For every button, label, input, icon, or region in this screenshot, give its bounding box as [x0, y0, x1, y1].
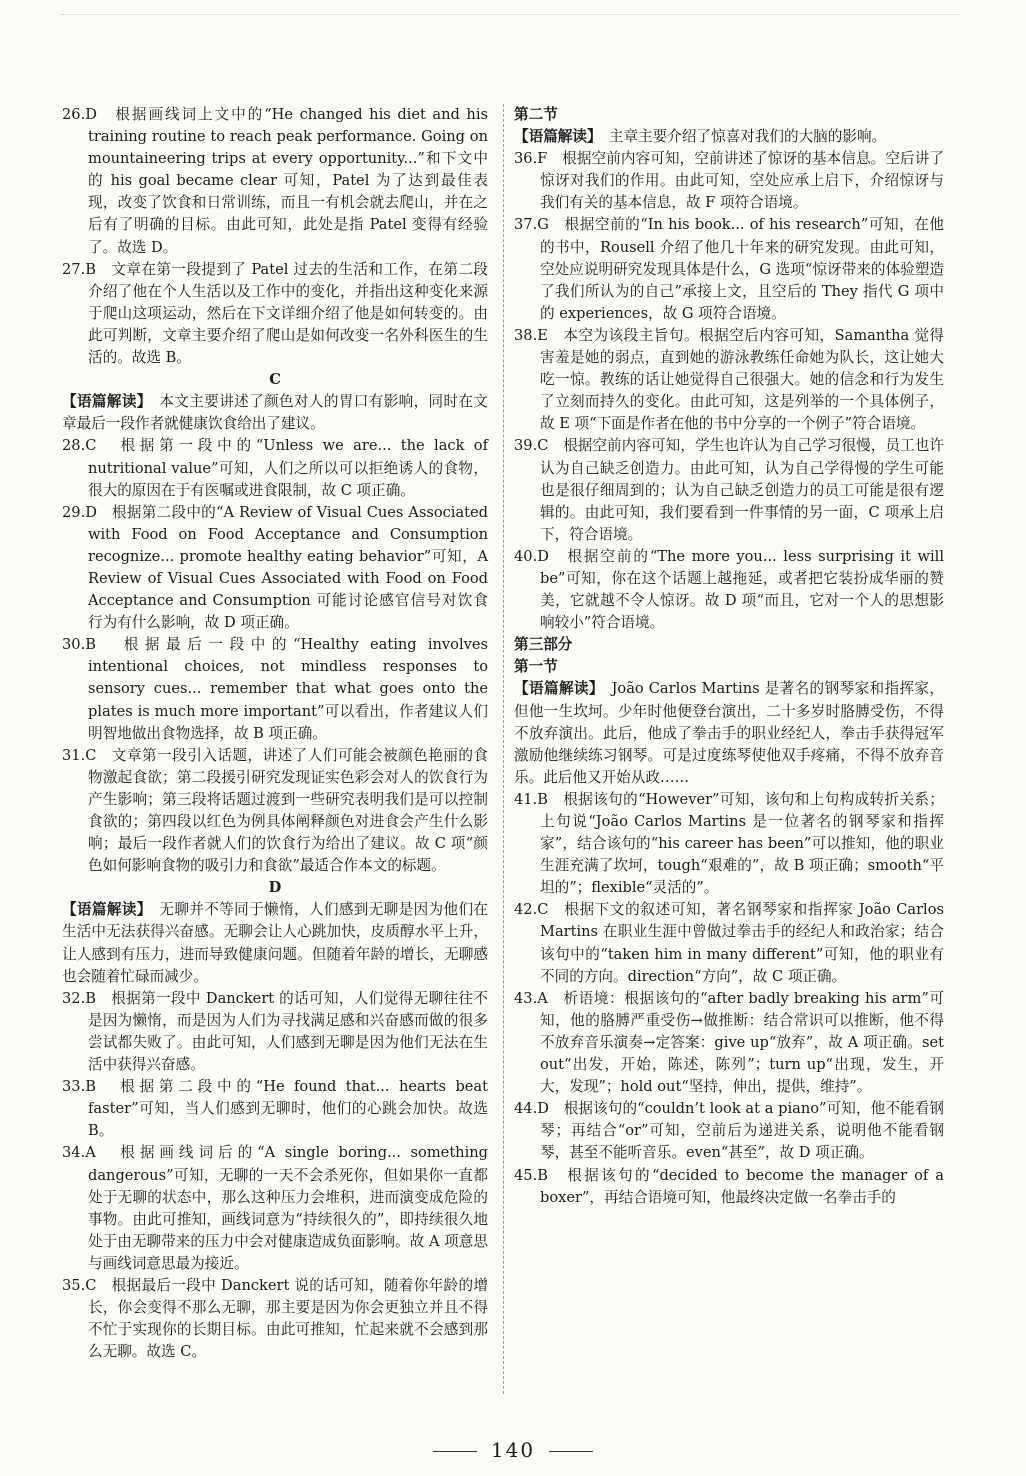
- answer-item: 44.D 根据该句的“couldn’t look at a piano”可知，他不能看钢琴；再结合“or”可知，空前后为递进关系，说明他不能看钢琴，甚至不能听音乐。even“甚至”，故 D 项正确。: [514, 1100, 944, 1162]
- answer-item: 38.E 本空为该段主旨句。根据空后内容可知，Samantha 觉得害羞是她的弱点，直到她的游泳教练任命她为队长，这让她大吃一惊。教练的话让她觉得自己很强大。她的信念和行为发生了立刻而持久的变化。由此可知，这是列举的一个具体例子，故 E 项“下面是作者在他的书中分享的一个例子”符合语境。: [514, 326, 944, 433]
- answer-item: 40.D 根据空前的“The more you... less surprising it will be”可知，你在这个话题上越拖延，或者把它装扮成华丽的赞美，它就越不令人惊讶。故 D 项“而且，它对一个人的思想影响较小”符合语境。: [514, 547, 944, 632]
- passage-summary: [514, 678, 944, 788]
- passage-summary-tag: 【语篇解读】: [514, 680, 597, 698]
- passage-heading: D: [268, 879, 282, 897]
- answer-item: 37.G 根据空前的“In his book... of his research”可知，在他的书中，Rousell 介绍了他几十年来的研究发现。由此可知，空处应说明研究发现具体是什么，G 选项“惊讶带来的体验塑造了我们所认为的自己”承接上文，且空后的 They 指代 G 项中的 experiences，故 G 项符合语境。: [514, 216, 944, 322]
- answer-item: 41.B 根据该句的“However”可知，该句和上句构成转折关系；上句说“João Carlos Martins 是一位著名的钢琴家和指挥家”，结合该句的“his career has been”可以推知，他的职业生涯充满了坎坷，tough“艰难的”，故 B 项正确；smooth“平坦的”；flexible“灵活的”。: [514, 790, 944, 897]
- passage-summary-text: João Carlos Martins 是著名的钢琴家和指挥家，但他一生坎坷。少年时他便登台演出，二十多岁时胳膊受伤，不得不放弃演出。此后，他成了拳击手的职业经纪人，拳击手获得冠军激励他继续练习钢琴。可是过度练琴使他双手疼痛，不得不放弃音乐。此后他又开始从政……: [514, 680, 944, 786]
- passage-summary-tag: 【语篇解读】: [62, 901, 145, 919]
- answer-item: 42.C 根据下文的叙述可知，著名钢琴家和指挥家 João Carlos Martins 在职业生涯中曾做过拳击手的经纪人和政治家；结合该句中的“taken him in many different”可知，他的职业有不同的方向。direction“方向”，故 C 项正确。: [514, 901, 944, 985]
- answer-item: 33.B 根据第二段中的“He found that... hearts beat faster”可知，当人们感到无聊时，他们的心跳会加快。故选 B。: [62, 1078, 488, 1140]
- answer-item: 35.C 根据最后一段中 Danckert 说的话可知，随着你年龄的增长，你会变得不那么无聊，那主要是因为你会更独立并且不得不忙于实现你的长期目标。由此可推知，忙起来就不会感到那么无聊。故选 C。: [62, 1276, 488, 1361]
- passage-summary: [62, 899, 488, 987]
- passage-summary: [514, 126, 944, 148]
- answer-item: 28.C 根据第一段中的“Unless we are... the lack of nutritional value”可知，人们之所以可以拒绝诱人的食物，很大的原因在于有医嘱或进食限制，故 C 项正确。: [62, 437, 488, 499]
- section-heading: 第三部分: [514, 636, 573, 654]
- page-number-left-dash: [433, 1451, 477, 1452]
- answer-item: 29.D 根据第二段中的“A Review of Visual Cues Associated with Food on Food Acceptance and Consumption recognize... promote healthy eating behavior”可知，A Review of Visual Cues Associated with Food on Food Acceptance and Consumption 可能讨论感官信号对饮食行为有什么影响，故 D 项正确。: [62, 503, 488, 632]
- passage-heading: C: [269, 371, 281, 389]
- answer-item: 30.B 根据最后一段中的“Healthy eating involves intentional choices, not mindless responses to sensory cues... remember that what goes onto the plates is much more important”可以看出，作者建议人们明智地做出食物选择，故 B 项正确。: [62, 636, 488, 742]
- page-number: [0, 1438, 1026, 1462]
- top-rule: [60, 14, 960, 17]
- answer-item: 32.B 根据第一段中 Danckert 的话可知，人们觉得无聊往往不是因为懒惰，而是因为人们为寻找满足感和兴奋感而做的很多尝试都失败了。由此可知，人们感到无聊是因为他们无法在生活中获得兴奋感。: [62, 989, 488, 1074]
- left-column: [62, 104, 488, 1363]
- passage-summary-tag: 【语篇解读】: [62, 393, 145, 411]
- answer-item: 36.F 根据空前内容可知，空前讲述了惊讶的基本信息。空后讲了惊讶对我们的作用。由此可知，空处应承上启下，介绍惊讶与我们有关的基本信息，故 F 项符合语境。: [514, 150, 944, 212]
- right-column: [514, 104, 944, 1209]
- answer-item: 31.C 文章第一段引入话题，讲述了人们可能会被颜色艳丽的食物激起食欲；第二段援引研究发现证实色彩会对人的饮食行为产生影响；第三段将话题过渡到一些研究表明我们是可以控制食欲的；第四段以红色为例具体阐释颜色对进食会产生什么影响；最后一段作者就人们的饮食行为给出了建议。故 C 项“颜色如何影响食物的吸引力和食欲”最适合作本文的标题。: [62, 746, 488, 875]
- passage-summary-text: 主章主要介绍了惊喜对我们的大脑的影响。: [594, 128, 887, 146]
- answer-item: 43.A 析语境：根据该句的“after badly breaking his arm”可知，他的胳膊严重受伤→做推断：结合常识可以推断，他不得不放弃音乐演奏→定答案：give up“放弃”，故 A 项正确。set out“出发，开始，陈述，陈列”；turn up“出现，发生，开大，发现”；hold out“坚持，伸出，提供，维持”。: [514, 989, 944, 1096]
- answer-item: 26.D 根据画线词上文中的“He changed his diet and his training routine to reach peak performance. Going on mountaineering trips at every opportunity...”和下文中的 his goal became clear 可知，Patel 为了达到最佳表现，改变了饮食和日常训练，而且一有机会就去爬山，并在之后有了明确的目标。由此可知，此处是指 Patel 变得有经验了。故选 D。: [62, 106, 488, 256]
- answer-item: 39.C 根据空前内容可知，学生也许认为自己学习很慢，员工也许认为自己缺乏创造力。由此可知，认为自己学得慢的学生可能也是很仔细周到的；认为自己缺乏创造力的员工可能是很有逻辑的。由此可知，我们要看到一件事情的另一面，C 项承上启下，符合语境。: [514, 437, 944, 543]
- passage-summary-text: 无聊并不等同于懒惰，人们感到无聊是因为他们在生活中无法获得兴奋感。无聊会让人心跳加快，皮质醇水平上升，让人感到有压力，进而导致健康问题。但随着年龄的增长，无聊感也会随着忙碌而减少。: [62, 901, 488, 985]
- section-heading: 第一节: [514, 658, 558, 676]
- page-number-right-dash: [549, 1451, 593, 1452]
- answer-item: 27.B 文章在第一段提到了 Patel 过去的生活和工作，在第二段介绍了他在个人生活以及工作中的变化，并指出这种变化来源于爬山这项运动，然后在下文详细介绍了他是如何转变的。由此可判断，文章主要介绍了爬山是如何改变一名外科医生的生活的。故选 B。: [62, 260, 488, 367]
- section-heading: 第二节: [514, 106, 558, 123]
- passage-summary-tag: 【语篇解读】: [514, 128, 595, 146]
- answer-item: 45.B 根据该句的“decided to become the manager of a boxer”，再结合语境可知，他最终决定做一名拳击手的: [514, 1166, 944, 1206]
- passage-summary-text: 本文主要讲述了颜色对人的胃口有影响，同时在文章最后一段作者就健康饮食给出了建议。: [62, 393, 488, 433]
- column-divider: [503, 104, 504, 1394]
- page-number-text: 140: [490, 1438, 536, 1462]
- passage-summary: [62, 391, 488, 435]
- answer-item: 34.A 根据画线词后的“A single boring... something dangerous”可知，无聊的一天不会杀死你，但如果你一直都处于无聊的状态中，那么这种压力会堆积，进而演变成危险的事物。由此可推知，画线词意为“持续很久的”，即持续很久地处于由无聊带来的压力中会对健康造成负面影响。故 A 项意思与画线词意思最为接近。: [62, 1144, 488, 1272]
